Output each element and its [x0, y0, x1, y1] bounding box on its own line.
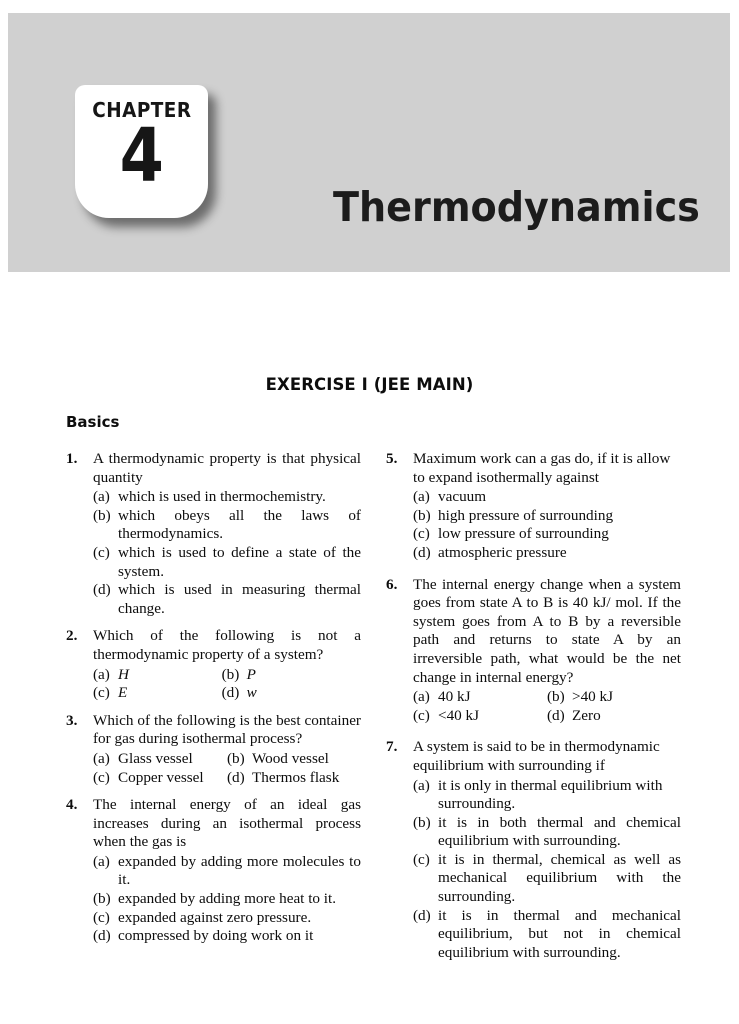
option-item[interactable] [413, 777, 681, 814]
option-label: (a) [413, 776, 430, 794]
question-number: 3. [66, 711, 78, 729]
chapter-number-label: 4 [119, 113, 164, 199]
option-label: (d) [413, 906, 431, 924]
question-number: 2. [66, 627, 78, 645]
chapter-header-band [8, 13, 730, 272]
option-item[interactable] [93, 769, 227, 788]
option-text: Thermos flask [252, 768, 340, 786]
question-item [66, 450, 361, 618]
option-item[interactable] [93, 507, 361, 544]
option-text: low pressure of surrounding [438, 525, 609, 543]
option-label: (c) [413, 706, 430, 724]
question-column-left [66, 450, 361, 955]
option-list [413, 688, 681, 725]
option-label: (a) [93, 749, 110, 767]
option-item[interactable] [93, 544, 361, 581]
option-text: high pressure of surrounding [438, 506, 614, 524]
option-label: (d) [413, 543, 431, 561]
option-label: (b) [221, 665, 240, 683]
option-item[interactable] [413, 688, 547, 707]
option-label: (c) [93, 768, 110, 786]
option-text: Wood vessel [252, 749, 329, 767]
option-item[interactable] [93, 684, 222, 703]
option-item[interactable] [93, 853, 361, 890]
option-label: (c) [93, 684, 110, 702]
question-number: 4. [66, 796, 78, 814]
question-stem: A system is said to be in thermodynamic equilibrium with surrounding if [413, 738, 660, 774]
question-stem: The internal energy of an ideal gas increases during an isothermal process when the gas is [93, 796, 361, 851]
option-label: (c) [413, 850, 430, 868]
exercise-heading: EXERCISE I (JEE MAIN) [265, 375, 474, 394]
option-label: (c) [93, 543, 110, 561]
option-item[interactable] [413, 544, 681, 563]
option-text: <40 kJ [438, 706, 480, 724]
option-label: (b) [413, 813, 431, 831]
chapter-badge-face [75, 85, 208, 218]
option-item[interactable] [413, 525, 681, 544]
option-label: (c) [413, 525, 430, 543]
option-label: (d) [93, 581, 111, 599]
option-text: Glass vessel [118, 749, 193, 767]
option-text: P [246, 665, 256, 683]
option-label: (a) [413, 688, 430, 706]
option-text: it is in thermal, chemical as well as mechanical equilibrium with the surrounding. [438, 850, 681, 906]
option-list [413, 777, 681, 963]
question-number: 6. [386, 575, 398, 593]
chapter-word-label: CHAPTER [91, 98, 192, 122]
option-text: vacuum [438, 488, 487, 506]
option-item[interactable] [547, 688, 681, 707]
page-title: Thermodynamics [333, 183, 700, 231]
question-number: 1. [66, 450, 78, 467]
question-columns [0, 450, 739, 990]
question-item [66, 712, 361, 787]
option-label: (a) [93, 488, 110, 506]
option-item[interactable] [93, 927, 361, 946]
option-item[interactable] [413, 907, 681, 963]
option-list [93, 488, 361, 618]
question-stem: Which of the following is not a thermodynamic property of a system? [93, 627, 361, 663]
option-text: H [118, 665, 129, 683]
option-text: Zero [572, 706, 601, 724]
option-label: (a) [93, 665, 110, 683]
option-item[interactable] [227, 769, 361, 788]
question-stem: The internal energy change when a system goes from state A to B is 40 kJ/ mol. If the system goes from A to B by a reversible path and returns to state A by an irreversible path, what would be the net change in internal energy? [413, 575, 681, 686]
option-label: (d) [547, 706, 565, 724]
option-text: Copper vessel [118, 768, 204, 786]
option-label: (d) [221, 684, 240, 702]
option-text: 40 kJ [438, 688, 471, 706]
option-label: (b) [413, 506, 431, 524]
option-item[interactable] [413, 814, 681, 851]
option-text: which obeys all the laws of thermodynamics. [118, 506, 361, 543]
question-item [386, 738, 681, 962]
option-item[interactable] [222, 684, 351, 703]
option-label: (b) [93, 890, 111, 908]
option-item[interactable] [227, 750, 361, 769]
question-item [386, 450, 681, 563]
option-text: which is used in thermochemistry. [118, 488, 326, 506]
option-text: it is only in thermal equilibrium with surrounding. [438, 776, 663, 813]
option-label: (a) [93, 852, 110, 870]
question-number: 7. [386, 738, 398, 756]
option-text: atmospheric pressure [438, 543, 567, 561]
option-item[interactable] [413, 851, 681, 907]
option-label: (d) [227, 768, 245, 786]
option-label: (a) [413, 488, 430, 506]
question-item [66, 796, 361, 946]
option-item[interactable] [222, 666, 351, 685]
option-item[interactable] [93, 666, 222, 685]
option-label: (c) [93, 908, 110, 926]
option-item[interactable] [93, 581, 361, 618]
option-label: (d) [93, 927, 111, 945]
option-text: E [118, 684, 128, 702]
option-text: it is in both thermal and chemical equilibrium with surrounding. [438, 813, 681, 850]
question-stem: Which of the following is the best container for gas during isothermal process? [93, 711, 361, 748]
option-item[interactable] [93, 750, 227, 769]
option-text: expanded by adding more molecules to it. [118, 852, 361, 889]
option-list [93, 853, 361, 946]
question-column-right [386, 450, 681, 971]
option-item[interactable] [93, 909, 361, 928]
option-text: expanded against zero pressure. [118, 908, 312, 926]
option-text: w [246, 684, 257, 702]
option-item[interactable] [413, 507, 681, 526]
chapter-badge [75, 85, 216, 227]
section-heading-basics: Basics [66, 413, 120, 431]
option-item[interactable] [93, 488, 361, 507]
question-item [386, 576, 681, 726]
question-stem: A thermodynamic property is that physical quantity [93, 450, 361, 486]
question-number: 5. [386, 450, 398, 467]
option-item[interactable] [547, 707, 681, 726]
option-item[interactable] [93, 890, 361, 909]
option-item[interactable] [413, 707, 547, 726]
option-text: which is used in measuring thermal change. [118, 581, 361, 617]
option-label: (b) [547, 688, 565, 706]
option-text: compressed by doing work on it [118, 927, 314, 945]
option-list [413, 488, 681, 562]
option-list [93, 750, 361, 787]
option-text: which is used to define a state of the system. [118, 543, 361, 580]
option-list [93, 666, 361, 703]
option-item[interactable] [413, 488, 681, 507]
option-text: expanded by adding more heat to it. [118, 890, 337, 908]
option-text: >40 kJ [572, 688, 614, 706]
option-text: it is in thermal and mechanical equilibrium, but not in chemical equilibrium with surrounding. [438, 906, 681, 961]
question-stem: Maximum work can a gas do, if it is allow to expand isothermally against [413, 450, 671, 486]
option-label: (b) [93, 506, 111, 524]
question-item [66, 627, 361, 702]
option-label: (b) [227, 749, 245, 767]
